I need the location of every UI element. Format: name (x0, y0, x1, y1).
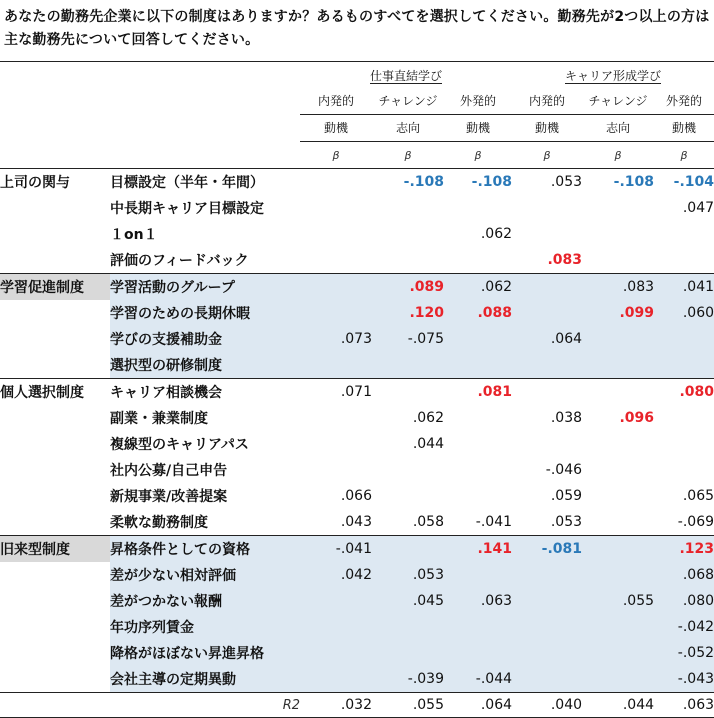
coefficient-cell (444, 614, 512, 640)
table-row (0, 169, 714, 196)
coefficient-cell (512, 352, 582, 379)
coefficient-cell (372, 640, 444, 666)
coefficient-cell (300, 614, 372, 640)
coefficient-cell (582, 509, 654, 536)
coefficient-cell: .063 (444, 588, 512, 614)
coefficient-cell (654, 326, 714, 352)
coefficient-cell (444, 431, 512, 457)
beta-label: β (680, 148, 688, 162)
coefficient-cell: .080 (654, 588, 714, 614)
coefficient-cell: .055 (582, 588, 654, 614)
coefficient-cell: .043 (340, 514, 372, 530)
coefficient-cell (582, 536, 654, 563)
table-row (0, 614, 714, 640)
coefficient-cell (654, 405, 714, 431)
coefficient-cell: .096 (619, 410, 655, 426)
coefficient-cell: -.108 (444, 169, 512, 196)
table-row (0, 536, 714, 563)
row-label: 副業・兼業制度 (110, 411, 208, 427)
col-header-line1: 外発的 (654, 88, 714, 115)
coefficient-cell: -.043 (654, 666, 714, 693)
table-row (0, 562, 714, 588)
col-header-line1: チャレンジ (582, 88, 654, 115)
section-label-spacer (0, 247, 110, 274)
beta-label: β (404, 148, 412, 162)
col-header-line1: チャレンジ (372, 88, 444, 115)
table-row (0, 405, 714, 431)
col-header-line2: 動機 (654, 115, 714, 142)
row-label: 中長期キャリア目標設定 (110, 201, 264, 217)
table-row (0, 274, 714, 301)
coefficient-cell: .068 (654, 562, 714, 588)
table-row (0, 221, 714, 247)
section-label-spacer (0, 640, 110, 666)
coefficient-cell: .053 (550, 514, 583, 530)
coefficient-cell (654, 431, 714, 457)
coefficient-cell: .064 (512, 326, 582, 352)
col-header-line2: 志向 (582, 115, 654, 142)
header-line1-row (0, 88, 714, 115)
beta-label: β (543, 148, 551, 162)
coefficient-cell: .073 (300, 326, 372, 352)
coefficient-cell (444, 247, 512, 274)
row-label: 学習活動のグループ (110, 274, 300, 301)
col-header-line1: 内発的 (512, 88, 582, 115)
coefficient-cell (444, 326, 512, 352)
coefficient-cell (300, 431, 372, 457)
table-row (0, 509, 714, 536)
coefficient-cell (512, 588, 582, 614)
table-row (0, 666, 714, 693)
coefficient-cell (512, 379, 582, 406)
row-label: 学びの支援補助金 (110, 326, 300, 352)
coefficient-cell (300, 352, 372, 379)
col-header-line1: 外発的 (444, 88, 512, 115)
section-label-spacer (0, 562, 110, 588)
col-header-line2: 志向 (372, 115, 444, 142)
section-label-spacer (0, 300, 110, 326)
row-label: 学習のための長期休暇 (110, 300, 300, 326)
coefficient-cell: .099 (582, 300, 654, 326)
col-header-line2: 動機 (512, 115, 582, 142)
r2-value: .063 (654, 693, 714, 718)
coefficient-cell (372, 457, 444, 483)
coefficient-cell: -.108 (582, 169, 654, 196)
table-row (0, 300, 714, 326)
coefficient-cell: .045 (372, 588, 444, 614)
coefficient-cell (512, 640, 582, 666)
coefficient-cell (512, 562, 582, 588)
section-label-spacer (0, 666, 110, 693)
coefficient-cell: .083 (582, 274, 654, 301)
coefficient-cell: .081 (444, 379, 512, 406)
coefficient-cell (582, 352, 654, 379)
table-row (0, 247, 714, 274)
coefficient-cell (582, 640, 654, 666)
section-label: 個人選択制度 (0, 379, 110, 406)
r2-label: R2 (110, 693, 300, 718)
header-line2-row (0, 115, 714, 142)
coefficient-cell: .089 (372, 274, 444, 301)
coefficient-cell: -.081 (512, 536, 582, 563)
coefficient-cell (582, 247, 654, 274)
coefficient-cell (512, 274, 582, 301)
header-group-row (0, 62, 714, 89)
coefficient-cell (444, 352, 512, 379)
coefficient-table (0, 61, 714, 718)
coefficient-cell (654, 247, 714, 274)
coefficient-cell: .060 (654, 300, 714, 326)
coefficient-cell: -.075 (372, 326, 444, 352)
section-label-spacer (0, 405, 110, 431)
coefficient-cell: .141 (444, 536, 512, 563)
r2-spacer (0, 693, 110, 718)
table-row (0, 483, 714, 509)
row-label: 差が少ない相対評価 (110, 562, 300, 588)
row-label: 目標設定（半年・年間） (110, 169, 300, 196)
r2-value: .040 (512, 693, 582, 718)
coefficient-cell (444, 483, 512, 509)
section-label-spacer (0, 614, 110, 640)
coefficient-cell (582, 326, 654, 352)
coefficient-cell (372, 352, 444, 379)
section-label-spacer (0, 195, 110, 221)
coefficient-cell: .047 (682, 200, 714, 216)
beta-label: β (474, 148, 482, 162)
row-label: キャリア相談機会 (110, 379, 300, 406)
coefficient-cell (654, 457, 714, 483)
col-header-line2: 動機 (444, 115, 512, 142)
row-label: 評価のフィードバック (110, 253, 249, 269)
coefficient-cell: -.042 (654, 614, 714, 640)
coefficient-cell: .071 (300, 379, 372, 406)
row-label: 昇格条件としての資格 (110, 536, 300, 563)
coefficient-cell (582, 431, 654, 457)
row-label: 社内公募/自己申告 (110, 463, 228, 479)
header-beta-row (0, 142, 714, 169)
r2-value: .044 (582, 693, 654, 718)
table-row (0, 195, 714, 221)
coefficient-cell (444, 405, 512, 431)
coefficient-cell (582, 562, 654, 588)
section-label-spacer (0, 483, 110, 509)
r2-value: .055 (372, 693, 444, 718)
coefficient-cell: -.046 (545, 462, 583, 478)
coefficient-cell (444, 562, 512, 588)
coefficient-cell (300, 405, 372, 431)
coefficient-cell (512, 666, 582, 693)
section-label-spacer (0, 352, 110, 379)
coefficient-cell (444, 640, 512, 666)
coefficient-cell: .053 (372, 562, 444, 588)
coefficient-cell: .066 (340, 488, 372, 504)
coefficient-cell (300, 666, 372, 693)
section-label: 学習促進制度 (0, 274, 110, 301)
coefficient-cell (372, 379, 444, 406)
row-label: 柔軟な勤務制度 (110, 515, 208, 531)
coefficient-cell: .059 (550, 488, 583, 504)
coefficient-cell: -.041 (475, 514, 513, 530)
table-row (0, 379, 714, 406)
row-label: 降格がほぼない昇進昇格 (110, 640, 300, 666)
section-label-spacer (0, 457, 110, 483)
coefficient-cell (300, 588, 372, 614)
coefficient-cell: .123 (654, 536, 714, 563)
coefficient-cell (300, 300, 372, 326)
coefficient-cell (512, 195, 582, 221)
coefficient-cell: .041 (654, 274, 714, 301)
r2-value: .032 (300, 693, 372, 718)
coefficient-cell (444, 195, 512, 221)
section-label: 上司の関与 (0, 169, 110, 196)
row-label: １on１ (110, 227, 158, 243)
section-label: 旧来型制度 (0, 536, 110, 563)
section-label-spacer (0, 588, 110, 614)
coefficient-cell (582, 379, 654, 406)
coefficient-cell (300, 640, 372, 666)
table-row (0, 457, 714, 483)
coefficient-cell (582, 195, 654, 221)
coefficient-cell (512, 221, 582, 247)
coefficient-cell (444, 457, 512, 483)
coefficient-cell (582, 666, 654, 693)
table-row (0, 326, 714, 352)
coefficient-cell (300, 221, 372, 247)
coefficient-cell: .062 (480, 226, 513, 242)
table-row (0, 640, 714, 666)
row-label: 年功序列賃金 (110, 614, 300, 640)
coefficient-cell: -.041 (300, 536, 372, 563)
coefficient-cell: -.039 (372, 666, 444, 693)
section-label-spacer (0, 221, 110, 247)
row-label: 会社主導の定期異動 (110, 666, 300, 693)
coefficient-cell: .120 (372, 300, 444, 326)
coefficient-cell: -.052 (654, 640, 714, 666)
coefficient-cell: .062 (444, 274, 512, 301)
coefficient-cell (372, 221, 444, 247)
coefficient-cell: .083 (547, 252, 583, 268)
table-row (0, 588, 714, 614)
coefficient-cell: .088 (444, 300, 512, 326)
coefficient-cell (582, 483, 654, 509)
coefficient-cell: -.069 (677, 514, 714, 530)
coefficient-cell (512, 431, 582, 457)
row-label: 複線型のキャリアパス (110, 437, 249, 453)
coefficient-cell (300, 457, 372, 483)
coefficient-cell (300, 195, 372, 221)
group-header-work-learning: 仕事直結学び (300, 62, 512, 89)
coefficient-cell (372, 195, 444, 221)
coefficient-cell (372, 536, 444, 563)
section-label-spacer (0, 326, 110, 352)
beta-label: β (332, 148, 340, 162)
coefficient-cell: -.108 (372, 169, 444, 196)
survey-question: あなたの勤務先企業に以下の制度はありますか？あるものすべてを選択してください。勤務先が2つ以上の方は主な勤務先について回答してください。 (4, 9, 710, 48)
coefficient-cell: .058 (412, 514, 444, 530)
coefficient-cell (300, 274, 372, 301)
coefficient-cell: -.104 (654, 169, 714, 196)
coefficient-cell (372, 483, 444, 509)
coefficient-cell: .044 (412, 436, 444, 452)
coefficient-cell (654, 352, 714, 379)
coefficient-cell (512, 614, 582, 640)
group-header-career-learning: キャリア形成学び (512, 62, 714, 89)
coefficient-cell: .042 (300, 562, 372, 588)
coefficient-cell (582, 221, 654, 247)
r2-value: .064 (444, 693, 512, 718)
coefficient-cell (300, 247, 372, 274)
col-header-line1: 内発的 (300, 88, 372, 115)
table-row (0, 431, 714, 457)
coefficient-cell: .062 (412, 410, 444, 426)
row-label: 新規事業/改善提案 (110, 489, 228, 505)
coefficient-cell (372, 614, 444, 640)
row-label: 選択型の研修制度 (110, 352, 300, 379)
table-row (0, 352, 714, 379)
coefficient-cell: .053 (512, 169, 582, 196)
coefficient-cell: .065 (682, 488, 714, 504)
section-label-spacer (0, 431, 110, 457)
row-label: 差がつかない報酬 (110, 588, 300, 614)
coefficient-cell (512, 300, 582, 326)
coefficient-cell (654, 221, 714, 247)
coefficient-cell (300, 169, 372, 196)
coefficient-cell (582, 457, 654, 483)
section-label-spacer (0, 509, 110, 536)
r2-row (0, 693, 714, 718)
col-header-line2: 動機 (300, 115, 372, 142)
coefficient-cell: .080 (654, 379, 714, 406)
coefficient-cell (582, 614, 654, 640)
coefficient-cell: .038 (550, 410, 583, 426)
coefficient-cell (372, 247, 444, 274)
coefficient-cell: -.044 (444, 666, 512, 693)
beta-label: β (614, 148, 622, 162)
